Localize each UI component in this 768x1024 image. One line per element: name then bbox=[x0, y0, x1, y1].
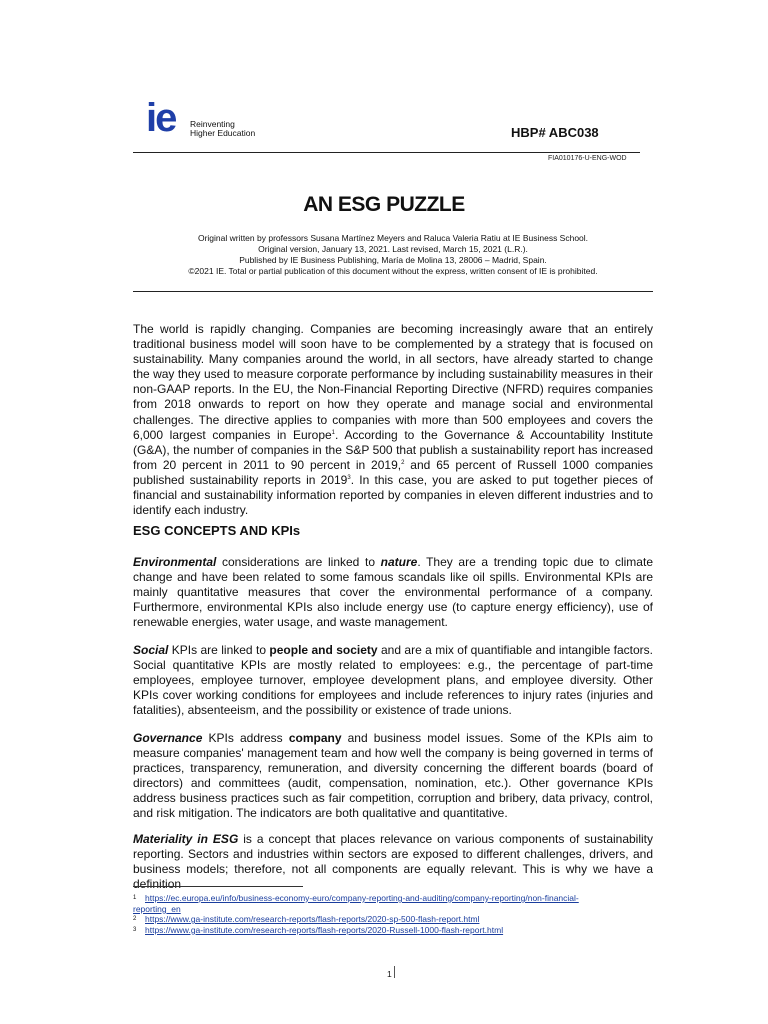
materiality-paragraph bbox=[133, 832, 653, 892]
governance-text-b: and business model issues. Some of the KPIs aim to measure companies' management team and how well the company is being governed in terms of practices, transparency, remuneration, and diversity concerning the different boards (board of directors) and committees (audit, compensation, nomination, etc.). Other governance KPIs address business practices such as fair competition, corruption and bribery, data privacy, control, and risk mitigation. The indicators are both qualitative and quantitative. bbox=[133, 731, 653, 821]
ie-logo bbox=[146, 96, 286, 142]
footnote-link-1[interactable]: https://ec.europa.eu/info/business-economy-euro/company-reporting-and-auditing/company-reporting/non-financial- bbox=[145, 893, 579, 903]
footnote-rule bbox=[133, 886, 303, 887]
intro-paragraph bbox=[133, 322, 653, 518]
social-paragraph bbox=[133, 643, 653, 718]
footnote-3 bbox=[133, 925, 653, 936]
governance-term: Governance bbox=[133, 731, 203, 745]
intro-text-d: . In this case, you are asked to put together pieces of financial and sustainability information reported by companies in eleven different industries and to identify each industry. bbox=[133, 472, 653, 518]
footnote-ref-2[interactable]: 2 bbox=[401, 459, 405, 466]
credits-line: Published by IE Business Publishing, María de Molina 13, 28006 – Madrid, Spain. bbox=[239, 255, 547, 265]
footnotes bbox=[133, 893, 653, 935]
governance-emphasis: company bbox=[288, 731, 342, 745]
materiality-text: is a concept that places relevance on various components of sustainability reporting. Sectors and industries within sectors are exposed to different challenges, drivers, and business models; therefore, not all components are equally relevant. This is why we have a definition bbox=[133, 832, 654, 892]
social-term: Social bbox=[133, 643, 169, 657]
credits-block bbox=[133, 233, 653, 277]
hbp-number: HBP# ABC038 bbox=[511, 125, 599, 140]
social-text-b: and are a mix of quantifiable and intangible factors. Social quantitative KPIs are mostly related to employees: e.g., the percentage of part-time employees, employee turnover, employee development plans, and employee diversity. Other KPIs cover working conditions for employees and include references to injury rates (injuries and fatalities), absenteeism, and the possibility or existence of trade unions. bbox=[133, 643, 654, 718]
governance-text-a: KPIs address bbox=[202, 731, 289, 745]
intro-text-b: . According to the Governance & Accountability Institute (G&A), the number of companies in the S&P 500 that publish a sustainability report has increased from 20 percent in 2011 to 90 percent in 2019, bbox=[133, 427, 653, 472]
page-number: 1 bbox=[387, 969, 392, 979]
footnote-ref-1[interactable]: 1 bbox=[331, 429, 336, 436]
environmental-paragraph bbox=[133, 555, 653, 630]
footnote-link-2[interactable]: https://www.ga-institute.com/research-reports/flash-reports/2020-sp-500-flash-report.html bbox=[145, 914, 480, 924]
section-heading: ESG CONCEPTS AND KPIs bbox=[133, 523, 301, 538]
footnote-ref-3[interactable]: 3 bbox=[347, 474, 351, 481]
document-title: AN ESG PUZZLE bbox=[303, 193, 465, 216]
header-rule bbox=[133, 152, 640, 153]
footnote-number: 3 bbox=[133, 926, 137, 933]
social-emphasis: people and society bbox=[269, 643, 378, 657]
footnote-number: 2 bbox=[133, 916, 137, 922]
logo-tagline-line-1: Reinventing bbox=[190, 119, 235, 129]
credits-line: Original version, January 13, 2021. Last revised, March 15, 2021 (L.R.). bbox=[258, 244, 528, 254]
title-rule bbox=[133, 291, 653, 292]
social-text-a: KPIs are linked to bbox=[168, 643, 270, 657]
environmental-text-b: . They are a trending topic due to climate change and have been related to some famous scandals like oil spills. Environmental KPIs are mainly quantitative measures that cover the environmental performance of a company. Furthermore, environmental KPIs also include energy use (to capture energy efficiency), use of renewable energies, water usage, and waste management. bbox=[133, 555, 653, 630]
footnote-2 bbox=[133, 914, 653, 925]
document-code: FIA010176-U-ENG-WOD bbox=[548, 155, 627, 162]
logo-tagline bbox=[190, 120, 255, 138]
footnote-1 bbox=[133, 893, 653, 904]
governance-paragraph bbox=[133, 731, 653, 822]
intro-text-a: The world is rapidly changing. Companies are becoming increasingly aware that an entirely traditional business model will soon have to be complemented by a strategy that is focused on sustainability. Many companies around the world, in all sectors, have already started to change the way they used to measure corporate performance by including sustainability measures in their non-GAAP reports. In the EU, the Non-Financial Reporting Directive (NFRD) requires companies from 2018 onwards to report on how they operate and manage social and environmental challenges. The directive applies to companies with more than 500 employees and covers the 6,000 largest companies in Europe bbox=[133, 322, 653, 442]
environmental-text-a: considerations are linked to bbox=[216, 555, 381, 569]
environmental-emphasis: nature bbox=[380, 555, 418, 569]
footnote-number: 1 bbox=[133, 895, 137, 901]
environmental-term: Environmental bbox=[133, 555, 217, 569]
credits-line: Original written by professors Susana Martínez Meyers and Raluca Valeria Ratiu at IE Business School. bbox=[197, 233, 589, 243]
logo-wordmark: ie bbox=[146, 96, 176, 140]
footnote-link-1-cont[interactable]: reporting_en bbox=[133, 903, 181, 914]
intro-text-c: and 65 percent of Russell 1000 companies published sustainability reports in 2019 bbox=[133, 457, 653, 487]
page-number-bar bbox=[394, 966, 395, 978]
materiality-term: Materiality in ESG bbox=[133, 832, 239, 846]
footnote-1-continuation bbox=[133, 904, 653, 915]
credits-line: ©2021 IE. Total or partial publication of this document without the express, written consent of IE is prohibited. bbox=[188, 266, 598, 276]
logo-tagline-line-2: Higher Education bbox=[190, 128, 256, 138]
footnote-link-3[interactable]: https://www.ga-institute.com/research-reports/flash-reports/2020-Russell-1000-flash-report.html bbox=[145, 924, 504, 935]
